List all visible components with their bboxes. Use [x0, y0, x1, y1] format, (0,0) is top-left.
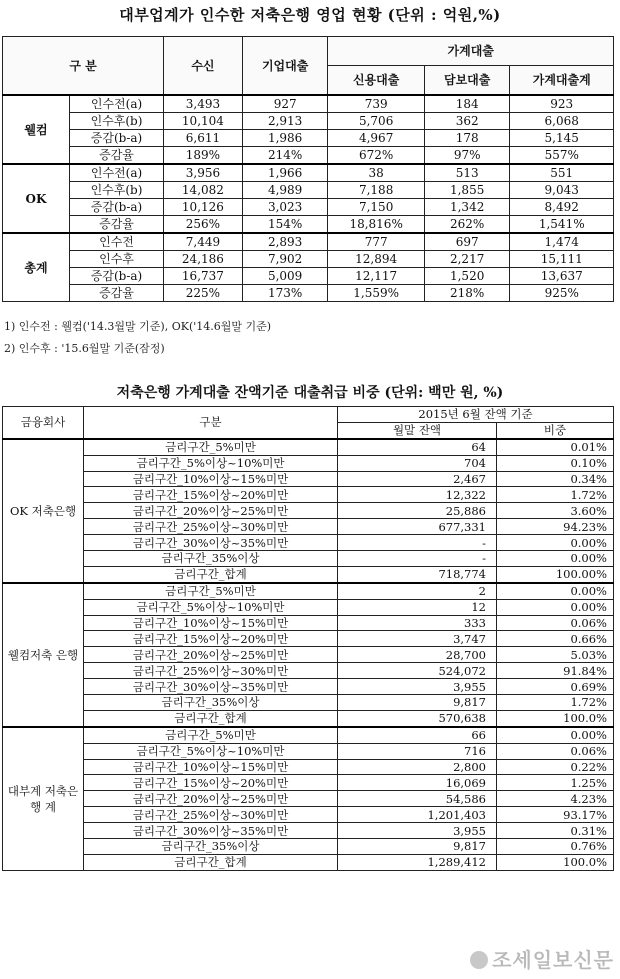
balance-value: 2,800 [338, 759, 497, 775]
balance-value: 704 [338, 455, 497, 471]
cell-value: 173% [242, 285, 328, 302]
cell-value: 697 [424, 233, 510, 251]
cell-value: 7,188 [328, 182, 424, 199]
table-row [3, 199, 614, 216]
cell-value: 15,111 [510, 251, 614, 268]
table-row [3, 663, 614, 679]
share-value: 0.00% [497, 727, 614, 743]
footnote-2: 2) 인수후 : '15.6월말 기준(잠정) [4, 342, 165, 355]
cell-value: 4,989 [242, 182, 328, 199]
table-row [3, 551, 614, 567]
rate-bracket-label: 금리구간_30%이상~35%미만 [84, 535, 338, 551]
company-label: OK 저축은행 [3, 439, 84, 583]
company-label: 대부계 저축은행 계 [3, 727, 84, 871]
cell-value: 262% [424, 216, 510, 234]
rate-bracket-label: 금리구간_15%이상~20%미만 [84, 775, 338, 791]
balance-value: 1,201,403 [338, 807, 497, 823]
cell-value: 38 [328, 164, 424, 182]
balance-value: 3,747 [338, 631, 497, 647]
table-row [3, 439, 614, 455]
header-household-loans: 가계대출 [328, 37, 614, 66]
balance-value: 16,069 [338, 775, 497, 791]
table-row [3, 147, 614, 165]
row-label: 인수전(a) [70, 164, 164, 182]
rate-bracket-label: 금리구간_15%이상~20%미만 [84, 631, 338, 647]
table-row [3, 679, 614, 695]
cell-value: 1,986 [242, 130, 328, 147]
table-row [3, 727, 614, 743]
cell-value: 178 [424, 130, 510, 147]
share-value: 0.06% [497, 743, 614, 759]
cell-value: 513 [424, 164, 510, 182]
header-period: 2015년 6월 잔액 기준 [338, 407, 614, 423]
cell-value: 557% [510, 147, 614, 165]
balance-value: 718,774 [338, 566, 497, 582]
table-row [3, 631, 614, 647]
cell-value: 13,637 [510, 268, 614, 285]
balance-value: 3,955 [338, 823, 497, 839]
cell-value: 2,217 [424, 251, 510, 268]
header-category: 구분 [84, 407, 338, 439]
rate-bracket-label: 금리구간_35%이상 [84, 839, 338, 855]
watermark-text: 조세일보신문 [492, 948, 614, 972]
balance-value: - [338, 535, 497, 551]
table-row [3, 233, 614, 251]
header-household-total: 가계대출계 [510, 66, 614, 96]
balance-value: 12 [338, 599, 497, 615]
table1-body [3, 95, 614, 302]
cell-value: 18,816% [328, 216, 424, 234]
cell-value: 12,894 [328, 251, 424, 268]
cell-value: 1,541% [510, 216, 614, 234]
table-row [3, 566, 614, 582]
balance-value: 28,700 [338, 647, 497, 663]
table-row [3, 647, 614, 663]
balance-value: 3,955 [338, 679, 497, 695]
table-row [3, 113, 614, 130]
share-value: 0.31% [497, 823, 614, 839]
cell-value: 3,493 [164, 95, 243, 113]
cell-value: 3,023 [242, 199, 328, 216]
table-row [3, 471, 614, 487]
share-value: 0.00% [497, 583, 614, 599]
rate-bracket-label: 금리구간_합계 [84, 566, 338, 582]
cell-value: 551 [510, 164, 614, 182]
cell-value: 189% [164, 147, 243, 165]
table-row [3, 710, 614, 726]
row-label: 증감율 [70, 285, 164, 302]
table-row [3, 182, 614, 199]
rate-bracket-label: 금리구간_35%이상 [84, 551, 338, 567]
rate-bracket-label: 금리구간_5%미만 [84, 439, 338, 455]
rate-bracket-label: 금리구간_35%이상 [84, 695, 338, 711]
table-row [3, 164, 614, 182]
balance-value: 2,467 [338, 471, 497, 487]
balance-value: 570,638 [338, 710, 497, 726]
cell-value: 1,855 [424, 182, 510, 199]
rate-bracket-label: 금리구간_10%이상~15%미만 [84, 471, 338, 487]
share-value: 0.00% [497, 599, 614, 615]
table-row [3, 743, 614, 759]
newspaper-logo-icon [470, 951, 488, 969]
row-label: 인수후 [70, 251, 164, 268]
header-category: 구 분 [3, 37, 164, 96]
cell-value: 2,893 [242, 233, 328, 251]
rate-bracket-label: 금리구간_5%이상~10%미만 [84, 455, 338, 471]
cell-value: 14,082 [164, 182, 243, 199]
table-row [3, 823, 614, 839]
table1-title: 대부업계가 인수한 저축은행 영업 현황 (단위 : 억원,%) [119, 6, 501, 24]
table-row [3, 839, 614, 855]
table-row [3, 251, 614, 268]
table-row [3, 130, 614, 147]
cell-value: 739 [328, 95, 424, 113]
rate-bracket-label: 금리구간_30%이상~35%미만 [84, 823, 338, 839]
group-label: 총계 [3, 233, 70, 302]
share-value: 0.01% [497, 439, 614, 455]
rate-bracket-label: 금리구간_10%이상~15%미만 [84, 615, 338, 631]
cell-value: 24,186 [164, 251, 243, 268]
cell-value: 1,342 [424, 199, 510, 216]
rate-bracket-label: 금리구간_20%이상~25%미만 [84, 791, 338, 807]
table-row [3, 807, 614, 823]
cell-value: 10,126 [164, 199, 243, 216]
cell-value: 7,449 [164, 233, 243, 251]
share-value: 4.23% [497, 791, 614, 807]
cell-value: 672% [328, 147, 424, 165]
share-value: 3.60% [497, 503, 614, 519]
share-value: 1.25% [497, 775, 614, 791]
table2-header-row [3, 407, 614, 423]
share-value: 100.00% [497, 566, 614, 582]
table-row [3, 519, 614, 535]
share-value: 5.03% [497, 647, 614, 663]
balance-value: 54,586 [338, 791, 497, 807]
rate-bracket-label: 금리구간_25%이상~30%미만 [84, 807, 338, 823]
company-label: 웰컴저축 은행 [3, 583, 84, 727]
share-value: 0.69% [497, 679, 614, 695]
rate-bracket-label: 금리구간_5%미만 [84, 583, 338, 599]
row-label: 인수전(a) [70, 95, 164, 113]
cell-value: 97% [424, 147, 510, 165]
table2-title: 저축은행 가계대출 잔액기준 대출취급 비중 (단위: 백만 원, %) [116, 385, 504, 401]
share-value: 93.17% [497, 807, 614, 823]
share-value: 0.10% [497, 455, 614, 471]
cell-value: 8,492 [510, 199, 614, 216]
balance-value: 66 [338, 727, 497, 743]
cell-value: 9,043 [510, 182, 614, 199]
table1-header-row [3, 37, 614, 66]
row-label: 인수후(b) [70, 113, 164, 130]
balance-value: 333 [338, 615, 497, 631]
row-label: 증감율 [70, 216, 164, 234]
cell-value: 12,117 [328, 268, 424, 285]
cell-value: 1,966 [242, 164, 328, 182]
table-row [3, 599, 614, 615]
share-value: 100.0% [497, 710, 614, 726]
table-row [3, 854, 614, 870]
cell-value: 3,956 [164, 164, 243, 182]
balance-value: 9,817 [338, 695, 497, 711]
cell-value: 1,474 [510, 233, 614, 251]
cell-value: 925% [510, 285, 614, 302]
share-value: 0.00% [497, 535, 614, 551]
row-label: 증감(b-a) [70, 268, 164, 285]
balance-value: 2 [338, 583, 497, 599]
rate-bracket-label: 금리구간_25%이상~30%미만 [84, 519, 338, 535]
share-value: 0.00% [497, 551, 614, 567]
table-row [3, 791, 614, 807]
table-row [3, 268, 614, 285]
rate-bracket-label: 금리구간_합계 [84, 710, 338, 726]
cell-value: 2,913 [242, 113, 328, 130]
balance-value: 524,072 [338, 663, 497, 679]
balance-value: 1,289,412 [338, 854, 497, 870]
cell-value: 1,520 [424, 268, 510, 285]
header-company: 금융회사 [3, 407, 84, 439]
share-value: 0.34% [497, 471, 614, 487]
balance-value: 64 [338, 439, 497, 455]
rate-bracket-label: 금리구간_합계 [84, 854, 338, 870]
row-label: 인수후(b) [70, 182, 164, 199]
share-value: 0.22% [497, 759, 614, 775]
share-value: 0.66% [497, 631, 614, 647]
cell-value: 7,150 [328, 199, 424, 216]
table-row [3, 615, 614, 631]
header-deposits: 수신 [164, 37, 243, 96]
share-value: 94.23% [497, 519, 614, 535]
group-label: OK [3, 164, 70, 233]
header-corporate-loans: 기업대출 [242, 37, 328, 96]
table-row [3, 95, 614, 113]
table-row [3, 695, 614, 711]
group-label: 웰컴 [3, 95, 70, 164]
footnote-1: 1) 인수전 : 웰컴('14.3월말 기준), OK('14.6월말 기준) [4, 320, 272, 333]
cell-value: 927 [242, 95, 328, 113]
rate-bracket-label: 금리구간_5%이상~10%미만 [84, 743, 338, 759]
rate-bracket-label: 금리구간_30%이상~35%미만 [84, 679, 338, 695]
household-loan-status-table [2, 36, 614, 302]
cell-value: 6,611 [164, 130, 243, 147]
table-row [3, 455, 614, 471]
share-value: 0.06% [497, 615, 614, 631]
table-row [3, 535, 614, 551]
balance-value: 25,886 [338, 503, 497, 519]
cell-value: 6,068 [510, 113, 614, 130]
balance-value: 677,331 [338, 519, 497, 535]
row-label: 인수전 [70, 233, 164, 251]
cell-value: 154% [242, 216, 328, 234]
balance-value: 716 [338, 743, 497, 759]
cell-value: 1,559% [328, 285, 424, 302]
rate-bracket-label: 금리구간_25%이상~30%미만 [84, 663, 338, 679]
header-credit-loans: 신용대출 [328, 66, 424, 96]
row-label: 증감(b-a) [70, 130, 164, 147]
rate-bracket-label: 금리구간_5%이상~10%미만 [84, 599, 338, 615]
rate-bracket-label: 금리구간_10%이상~15%미만 [84, 759, 338, 775]
share-value: 0.76% [497, 839, 614, 855]
table-row [3, 216, 614, 234]
header-share: 비중 [497, 422, 614, 438]
cell-value: 5,706 [328, 113, 424, 130]
cell-value: 16,737 [164, 268, 243, 285]
header-secured-loans: 담보대출 [424, 66, 510, 96]
balance-value: - [338, 551, 497, 567]
cell-value: 5,145 [510, 130, 614, 147]
newspaper-watermark [470, 944, 614, 973]
cell-value: 256% [164, 216, 243, 234]
cell-value: 777 [328, 233, 424, 251]
table-row [3, 285, 614, 302]
share-value: 91.84% [497, 663, 614, 679]
cell-value: 214% [242, 147, 328, 165]
cell-value: 218% [424, 285, 510, 302]
cell-value: 184 [424, 95, 510, 113]
balance-value: 9,817 [338, 839, 497, 855]
table-row [3, 583, 614, 599]
share-value: 1.72% [497, 695, 614, 711]
cell-value: 7,902 [242, 251, 328, 268]
rate-bracket-label: 금리구간_20%이상~25%미만 [84, 503, 338, 519]
cell-value: 4,967 [328, 130, 424, 147]
cell-value: 5,009 [242, 268, 328, 285]
cell-value: 10,104 [164, 113, 243, 130]
cell-value: 362 [424, 113, 510, 130]
table2-body [3, 439, 614, 871]
cell-value: 923 [510, 95, 614, 113]
interest-rate-share-table [2, 406, 614, 871]
table-row [3, 759, 614, 775]
rate-bracket-label: 금리구간_15%이상~20%미만 [84, 487, 338, 503]
rate-bracket-label: 금리구간_5%미만 [84, 727, 338, 743]
table-row [3, 487, 614, 503]
row-label: 증감(b-a) [70, 199, 164, 216]
rate-bracket-label: 금리구간_20%이상~25%미만 [84, 647, 338, 663]
share-value: 100.0% [497, 854, 614, 870]
share-value: 1.72% [497, 487, 614, 503]
header-balance: 월말 잔액 [338, 422, 497, 438]
cell-value: 225% [164, 285, 243, 302]
table-row [3, 503, 614, 519]
balance-value: 12,322 [338, 487, 497, 503]
row-label: 증감율 [70, 147, 164, 165]
table-row [3, 775, 614, 791]
